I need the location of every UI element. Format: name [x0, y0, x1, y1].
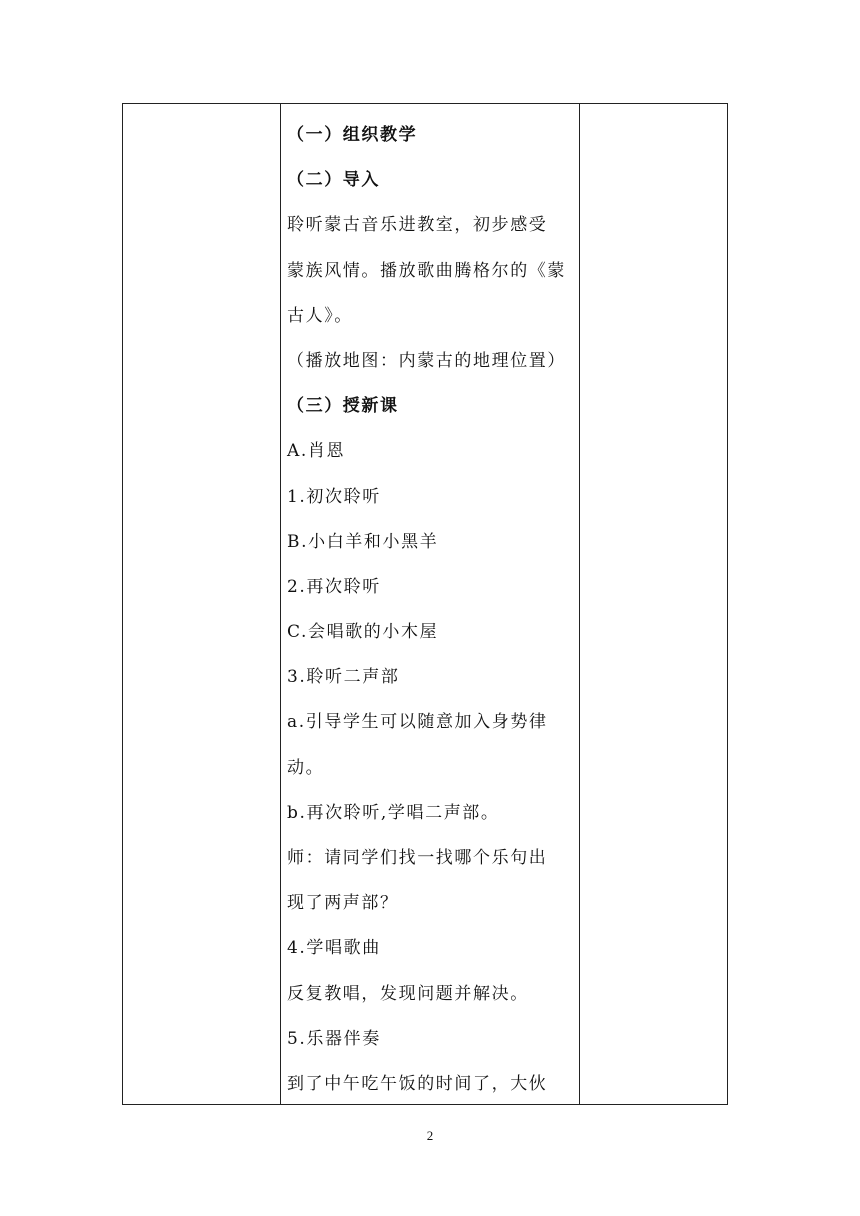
text-line: 聆听蒙古音乐进教室，初步感受 — [287, 215, 548, 236]
text-line: 5.乐器伴奏 — [287, 1028, 381, 1049]
table-cell-content — [281, 104, 580, 1104]
text-line: a.引导学生可以随意加入身势律 — [287, 712, 548, 733]
text-line: 古人》。 — [287, 305, 353, 326]
text-line: C.会唱歌的小木屋 — [287, 622, 439, 643]
text-line: B.小白羊和小黑羊 — [287, 531, 439, 552]
text-line: b.再次聆听,学唱二声部。 — [287, 802, 500, 823]
text-line: 到了中午吃午饭的时间了，大伙 — [287, 1073, 548, 1094]
text-line: 4.学唱歌曲 — [287, 938, 381, 959]
text-line: 反复教唱，发现问题并解决。 — [287, 983, 529, 1004]
section-heading: （一）组织教学 — [287, 125, 418, 145]
section-heading: （二）导入 — [287, 170, 380, 191]
page-number: 2 — [426, 1128, 434, 1143]
table-cell-left — [123, 104, 281, 1104]
text-line: A.肖恩 — [287, 441, 346, 462]
text-line: 动。 — [287, 757, 325, 778]
text-line: 2.再次聆听 — [287, 576, 381, 597]
lesson-table — [122, 103, 728, 1105]
section-heading: （三）授新课 — [287, 396, 399, 417]
text-line: 现了两声部？ — [287, 893, 399, 914]
text-line: 3.聆听二声部 — [287, 667, 400, 688]
text-line: 蒙族风情。播放歌曲腾格尔的《蒙 — [287, 260, 566, 281]
table-cell-right — [580, 104, 727, 1104]
text-line: （播放地图：内蒙古的地理位置） — [287, 350, 566, 371]
text-line: 师：请同学们找一找哪个乐句出 — [287, 848, 548, 868]
text-line: 1.初次聆听 — [287, 486, 381, 507]
